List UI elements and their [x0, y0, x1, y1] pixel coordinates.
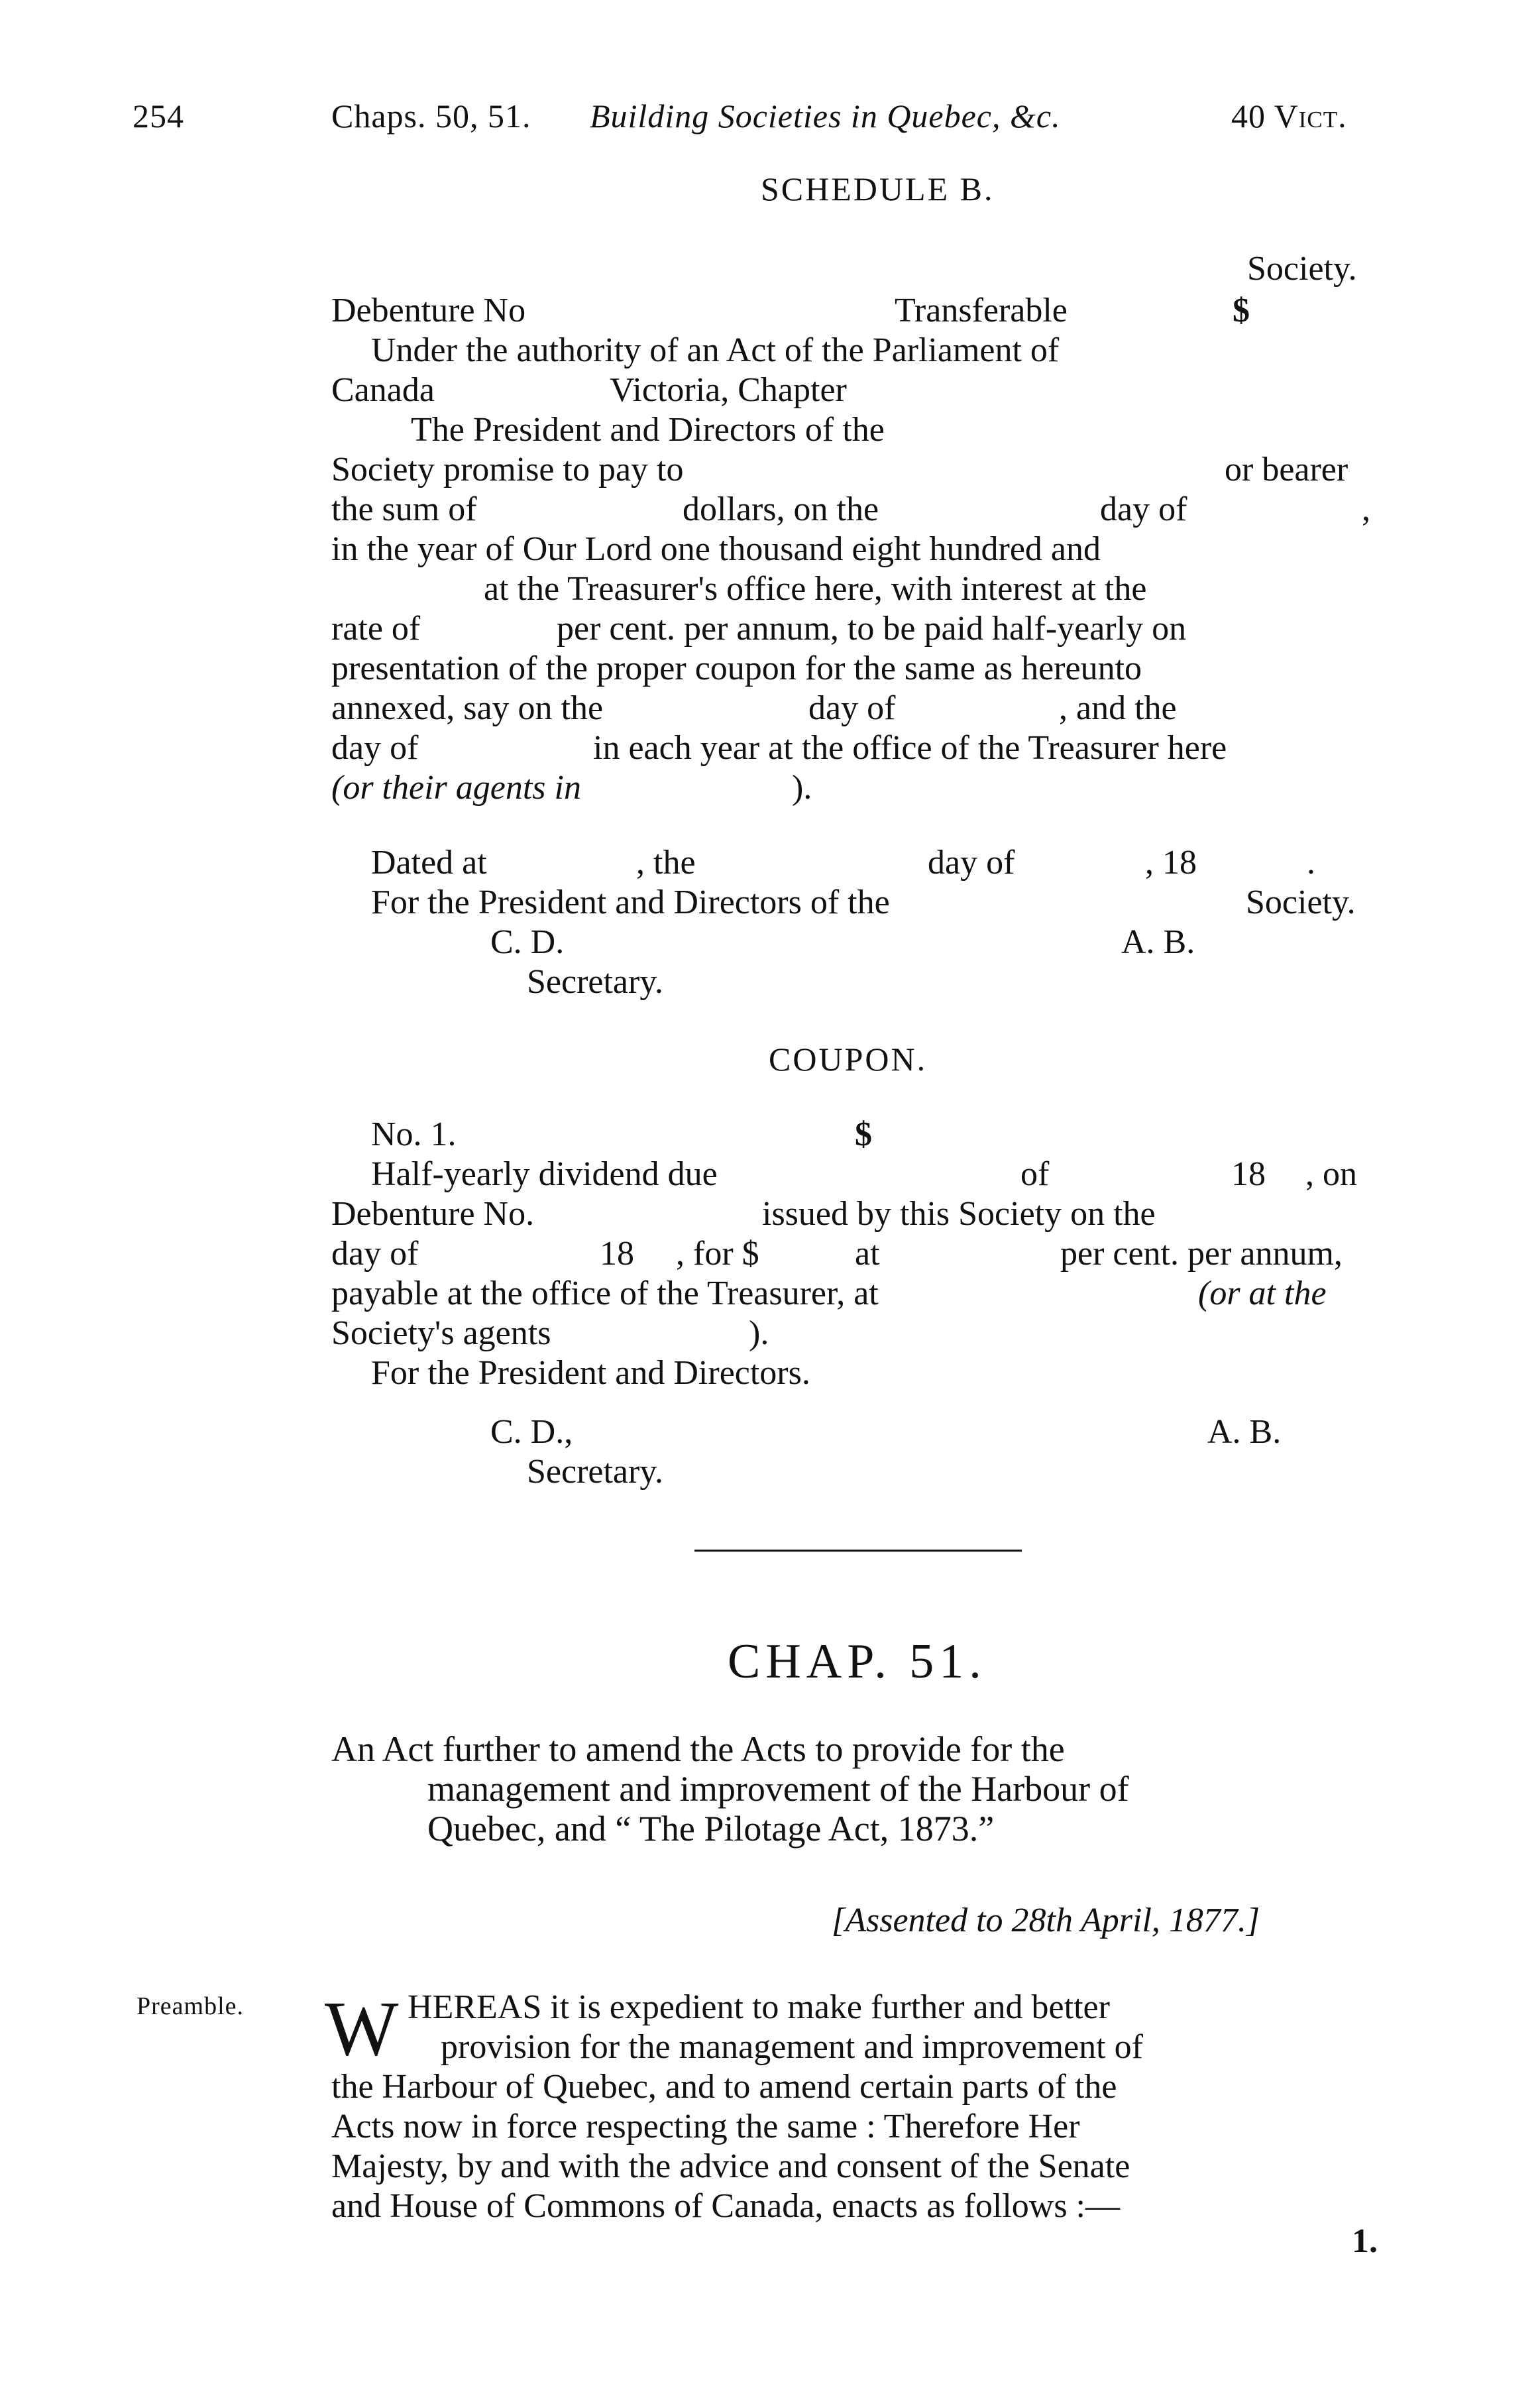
drop-capital: W [325, 1985, 399, 2072]
preamble-line: the Harbour of Quebec, and to amend certain parts of the [331, 2068, 1117, 2106]
signature-ab: A. B. [1121, 923, 1195, 961]
dated-day-of-label: day of [928, 844, 1015, 882]
schedule-line: , and the [1059, 689, 1177, 727]
dated-year-label: , 18 [1145, 844, 1197, 882]
dated-the-label: , the [636, 844, 696, 882]
coupon-text: Half-yearly dividend due [371, 1155, 718, 1193]
dollar-sign: $ [1233, 292, 1250, 329]
coupon-text: Society's agents [331, 1314, 551, 1352]
schedule-line: or bearer [1225, 451, 1348, 488]
coupon-text: 18 [1231, 1155, 1266, 1193]
coupon-text: per cent. per annum, [1060, 1235, 1343, 1273]
preamble-line: HEREAS it is expedient to make further and better [408, 1988, 1110, 2026]
coupon-text: ). [749, 1314, 769, 1352]
coupon-text: Debenture No. [331, 1195, 535, 1233]
schedule-line: the sum of [331, 490, 477, 528]
chapter-title-line: An Act further to amend the Acts to provide for the [331, 1729, 1065, 1769]
schedule-line: per cent. per annum, to be paid half-yearly on [557, 610, 1187, 648]
coupon-text: (or at the [1198, 1275, 1327, 1312]
signature-cd: C. D. [490, 923, 565, 961]
assent-date: [Assented to 28th April, 1877.] [832, 1902, 1260, 1939]
schedule-line: Victoria, Chapter [610, 371, 847, 409]
header-chapters: Chaps. 50, 51. [331, 97, 531, 135]
schedule-line: in each year at the office of the Treasurer here [593, 729, 1227, 767]
society-label: Society. [1246, 883, 1356, 921]
secretary-label: Secretary. [527, 963, 663, 1001]
coupon-signature-ab: A. B. [1207, 1413, 1282, 1451]
transferable-label: Transferable [895, 292, 1068, 329]
chapter-title-line: Quebec, and “ The Pilotage Act, 1873.” [427, 1809, 995, 1849]
schedule-society-top: Society. [1247, 250, 1357, 288]
header-regnal-year: 40 Vict. [1231, 97, 1347, 135]
coupon-signature-cd: C. D., [490, 1413, 573, 1451]
chapter-heading: CHAP. 51. [728, 1634, 987, 1689]
schedule-line: , [1362, 490, 1370, 528]
coupon-text: , on [1305, 1155, 1357, 1193]
debenture-number-label: Debenture No [331, 292, 526, 329]
preamble-line: Majesty, by and with the advice and consent of the Senate [331, 2147, 1130, 2185]
schedule-line: in the year of Our Lord one thousand eight hundred and [331, 530, 1101, 568]
preamble-line: Acts now in force respecting the same : Therefore Her [331, 2108, 1080, 2145]
schedule-line: rate of [331, 610, 421, 648]
coupon-dollar-sign: $ [855, 1115, 872, 1153]
coupon-text: 18 [600, 1235, 634, 1273]
schedule-line: day of [331, 729, 419, 767]
dated-period: . [1307, 844, 1315, 882]
margin-note-preamble: Preamble. [137, 1992, 245, 2020]
schedule-line: day of [1100, 490, 1187, 528]
coupon-secretary-label: Secretary. [527, 1453, 663, 1491]
coupon-text: issued by this Society on the [762, 1195, 1156, 1233]
catchword: 1. [1352, 2222, 1378, 2260]
schedule-line: (or their agents in [331, 769, 581, 807]
coupon-for-president: For the President and Directors. [371, 1354, 810, 1392]
chapter-title-line: management and improvement of the Harbour of [427, 1769, 1129, 1809]
schedule-line: The President and Directors of the [411, 411, 885, 449]
coupon-text: at [855, 1235, 880, 1273]
coupon-text: of [1020, 1155, 1050, 1193]
schedule-line: day of [808, 689, 896, 727]
coupon-title: COUPON. [769, 1041, 928, 1078]
schedule-line: Canada [331, 371, 435, 409]
section-divider [694, 1550, 1022, 1552]
schedule-title: SCHEDULE B. [761, 170, 995, 207]
schedule-line: ). [792, 769, 812, 807]
preamble-line: provision for the management and improvement of [441, 2028, 1143, 2066]
coupon-number: No. 1. [371, 1115, 457, 1153]
coupon-text: payable at the office of the Treasurer, at [331, 1275, 879, 1312]
schedule-line: dollars, on the [683, 490, 879, 528]
schedule-line: Under the authority of an Act of the Parliament of [371, 331, 1060, 369]
coupon-text: day of [331, 1235, 419, 1273]
schedule-line: presentation of the proper coupon for the same as hereunto [331, 650, 1142, 687]
schedule-line: at the Treasurer's office here, with interest at the [484, 570, 1147, 608]
header-running-title: Building Societies in Quebec, &c. [590, 97, 1061, 135]
schedule-line: Society promise to pay to [331, 451, 684, 488]
coupon-text: , for $ [676, 1235, 759, 1273]
for-president-label: For the President and Directors of the [371, 883, 890, 921]
preamble-line: and House of Commons of Canada, enacts as follows :— [331, 2187, 1121, 2225]
dated-at-label: Dated at [371, 844, 487, 882]
schedule-line: annexed, say on the [331, 689, 604, 727]
page-number: 254 [133, 97, 184, 135]
